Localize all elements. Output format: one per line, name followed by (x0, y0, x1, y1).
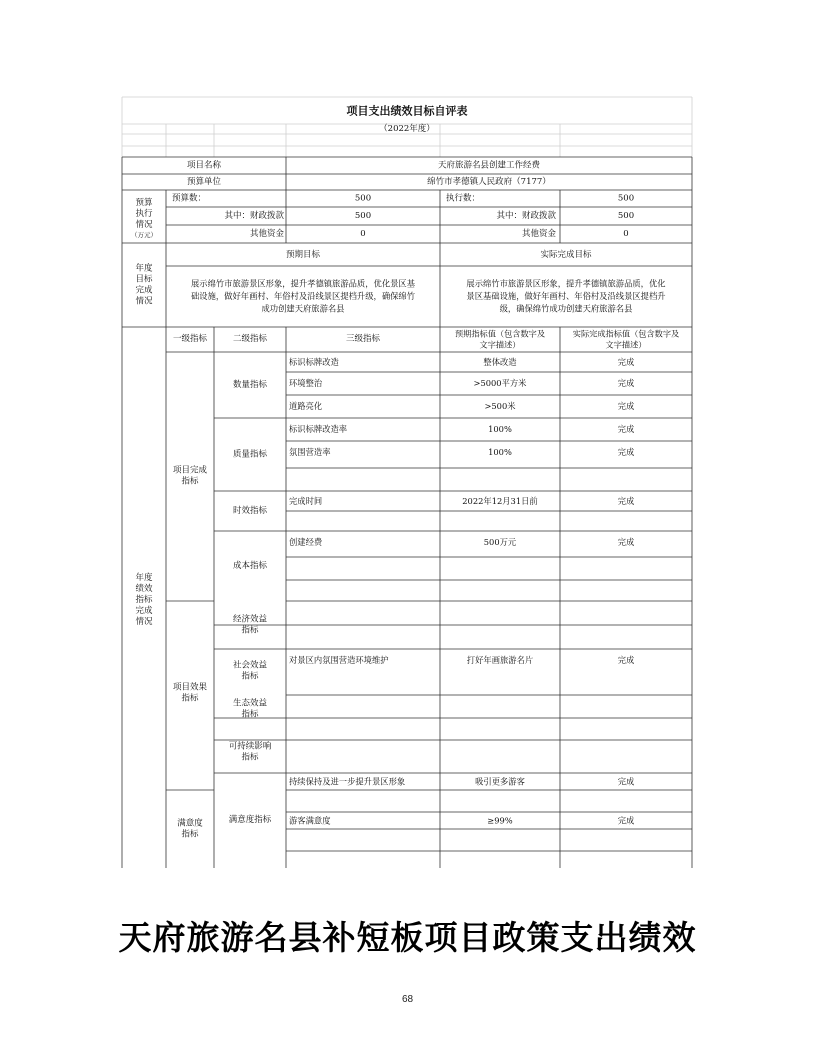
other-exec-value: 0 (623, 229, 629, 239)
indicator-name: 创建经费 (289, 537, 323, 547)
indicator-name: 对景区内氛围营造环境维护 (289, 655, 389, 665)
annual-goal-section-label: 年度 (135, 263, 153, 274)
indicator-name: 持续保持及进一步提升景区形象 (289, 776, 406, 787)
expected-goal-label: 预期目标 (285, 250, 321, 260)
indicator-expected-value: 100% (488, 424, 512, 434)
sub-indicator-label: 时效指标 (232, 506, 268, 516)
actual-goal-text: 景区基础设施，做好年画村、年俗村及沿线景区提档升 (466, 291, 666, 301)
indicator-actual-value: 完成 (617, 655, 635, 665)
budget-exec-unit: （万元） (131, 231, 157, 239)
sub-indicator-label: 指标 (241, 752, 259, 763)
sub-indicator-label: 满意度指标 (228, 815, 272, 825)
sub-indicator-label: 成本指标 (232, 561, 268, 571)
indicator-name: 标识标牌改造 (289, 357, 339, 367)
budget-label: 预算数： (172, 193, 207, 204)
indicator-name: 标识标牌改造率 (289, 424, 348, 434)
header-level1: 一级指标 (172, 334, 208, 344)
performance-section-label: 绩效 (135, 584, 153, 594)
budget-exec-section-label: 情况 (135, 220, 153, 230)
indicator-expected-value: >500米 (484, 401, 516, 411)
budget-unit-label: 预算单位 (186, 177, 222, 187)
indicator-expected-value: >5000平方米 (473, 378, 527, 388)
indicator-name: 环境整治 (289, 378, 323, 388)
fiscal-label: 其中：财政拨款 (224, 211, 284, 221)
indicator-actual-value: 完成 (617, 378, 635, 388)
actual-goal-text: 级，确保绵竹成功创建天府旅游名县 (499, 303, 633, 314)
indicator-name: 氛围营造率 (289, 447, 331, 457)
sub-indicator-label: 指标 (241, 625, 259, 636)
page-number: 68 (401, 994, 414, 1005)
actual-goal-label: 实际完成目标 (540, 250, 592, 260)
fiscal-exec-value: 500 (617, 211, 635, 221)
group-indicator-label: 指标 (181, 476, 199, 487)
budget-exec-section-label: 执行 (135, 209, 153, 219)
exec-label: 执行数： (446, 193, 481, 204)
expected-goal-text: 展示绵竹市旅游景区形象，提升孝德镇旅游品质，优化景区基 (190, 278, 416, 289)
other-funds-label-exec: 其他资金 (521, 229, 556, 239)
indicator-actual-value: 完成 (617, 815, 635, 826)
project-name-label: 项目名称 (186, 160, 222, 171)
expected-goal-text: 成功创建天府旅游名县 (261, 303, 345, 314)
indicator-actual-value: 完成 (617, 537, 635, 547)
annual-goal-section-label: 完成 (135, 285, 153, 296)
budget-unit-value: 绵竹市孝德镇人民政府（7177） (427, 177, 551, 187)
other-budget-value: 0 (360, 229, 366, 239)
indicator-expected-value: 100% (488, 447, 512, 457)
indicator-expected-value: 打好年画旅游名片 (466, 655, 534, 665)
header-actual: 实际完成指标值（包含数字及 (572, 328, 680, 339)
fiscal-label-exec: 其中：财政拨款 (496, 211, 556, 221)
indicator-name: 道路亮化 (289, 401, 323, 411)
other-funds-label: 其他资金 (249, 229, 284, 239)
group-indicator-label: 项目效果 (172, 682, 208, 693)
performance-section-label: 情况 (135, 617, 153, 627)
annual-goal-section-label: 目标 (135, 274, 153, 285)
budget-value: 500 (354, 193, 372, 204)
sub-indicator-label: 指标 (241, 671, 259, 682)
fiscal-budget-value: 500 (354, 211, 372, 221)
header-level3: 三级指标 (345, 334, 381, 344)
indicator-expected-value: 2022年12月31日前 (462, 496, 538, 506)
group-indicator-label: 项目完成 (172, 465, 208, 476)
annual-goal-section-label: 情况 (135, 296, 153, 307)
indicator-name: 完成时间 (289, 496, 323, 506)
sub-indicator-label: 数量指标 (232, 380, 268, 390)
performance-section-label: 指标 (135, 595, 153, 605)
indicator-expected-value: 吸引更多游客 (475, 776, 525, 787)
header-level2: 二级指标 (232, 334, 268, 344)
actual-goal-text: 展示绵竹市旅游景区形象，提升孝德镇旅游品质，优化 (466, 278, 666, 289)
sub-indicator-label: 指标 (241, 709, 259, 720)
header-expected: 文字描述） (479, 339, 521, 350)
document-heading: 天府旅游名县补短板项目政策支出绩效 (118, 918, 697, 957)
project-name-value: 天府旅游名县创建工作经费 (437, 160, 541, 171)
indicator-actual-value: 完成 (617, 776, 635, 787)
indicator-actual-value: 完成 (617, 496, 635, 506)
group-indicator-label: 指标 (181, 829, 199, 840)
exec-value: 500 (617, 193, 635, 204)
sub-indicator-label: 社会效益 (232, 660, 268, 671)
indicator-expected-value: 整体改造 (483, 357, 517, 367)
expected-goal-text: 础设施，做好年画村、年俗村及沿线景区提档升级，确保绵竹 (190, 291, 416, 301)
form-year: （2022年度） (379, 124, 435, 134)
indicator-actual-value: 完成 (617, 401, 635, 411)
sub-indicator-label: 质量指标 (232, 449, 268, 460)
performance-section-label: 年度 (135, 573, 153, 583)
sub-indicator-label: 经济效益 (232, 614, 268, 625)
form-title: 项目支出绩效目标自评表 (346, 104, 468, 118)
group-indicator-label: 满意度 (177, 818, 203, 829)
indicator-actual-value: 完成 (617, 447, 635, 457)
sub-indicator-label: 生态效益 (232, 698, 268, 709)
indicator-expected-value: ≥99% (487, 815, 513, 826)
indicator-expected-value: 500万元 (483, 537, 517, 547)
performance-section-label: 完成 (135, 606, 153, 616)
sub-indicator-label: 可持续影响 (228, 741, 272, 752)
budget-exec-section-label: 预算 (135, 198, 153, 208)
group-indicator-label: 指标 (181, 693, 199, 704)
header-actual: 文字描述） (605, 339, 647, 350)
indicator-actual-value: 完成 (617, 424, 635, 434)
indicator-name: 游客满意度 (289, 815, 331, 826)
indicator-actual-value: 完成 (617, 357, 635, 367)
header-expected: 预期指标值（包含数字及 (454, 328, 546, 339)
